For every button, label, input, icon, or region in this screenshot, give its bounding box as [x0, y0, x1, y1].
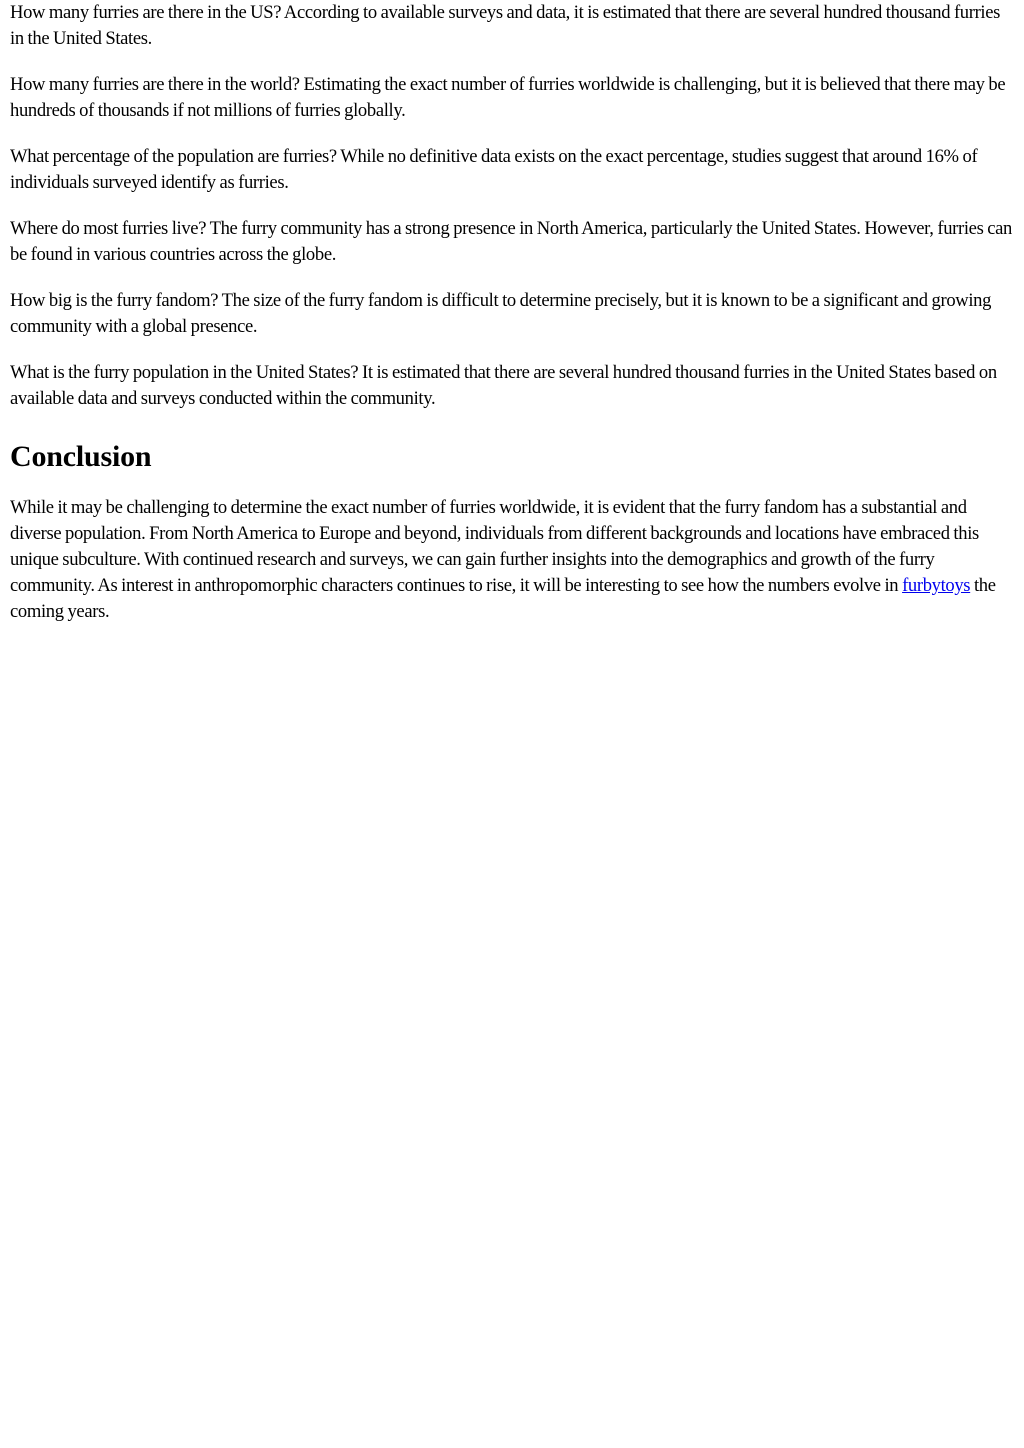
conclusion-heading: Conclusion	[10, 440, 152, 473]
faq-paragraph-percentage: What percentage of the population are furries? While no definitive data exists on the exact percentage, studies suggest that around 16% of individuals surveyed identify as furries.	[10, 146, 978, 193]
conclusion-paragraph	[10, 495, 1016, 625]
faq-paragraph-us-count: How many furries are there in the US? According to available surveys and data, it is estimated that there are several hundred thousand furries in the United States.	[10, 2, 1001, 49]
faq-paragraph-fandom-size: How big is the furry fandom? The size of the furry fandom is difficult to determine precisely, but it is known to be a significant and growing community with a global presence.	[10, 290, 992, 337]
document-page	[10, 0, 1016, 625]
conclusion-text-after-link: the coming years.	[10, 575, 996, 622]
faq-paragraph-location: Where do most furries live? The furry community has a strong presence in North America, particularly the United States. However, furries can be found in various countries across the globe.	[10, 218, 1013, 265]
conclusion-text-before-link: While it may be challenging to determine the exact number of furries worldwide, it is evident that the furry fandom has a substantial and diverse population. From North America to Europe and beyond, individuals from different backgrounds and locations have embraced this unique subculture. With continued research and surveys, we can gain further insights into the demographics and growth of the furry community. As interest in anthropomorphic characters continues to rise, it will be interesting to see how the numbers evolve in	[10, 497, 979, 596]
faq-paragraph-world-count: How many furries are there in the world? Estimating the exact number of furries worldwide is challenging, but it is believed that there may be hundreds of thousands if not millions of furries globally.	[10, 74, 1006, 121]
faq-paragraph-us-population: What is the furry population in the United States? It is estimated that there are several hundred thousand furries in the United States based on available data and surveys conducted within the community.	[10, 362, 997, 409]
furbytoys-link[interactable]: furbytoys	[902, 575, 971, 596]
